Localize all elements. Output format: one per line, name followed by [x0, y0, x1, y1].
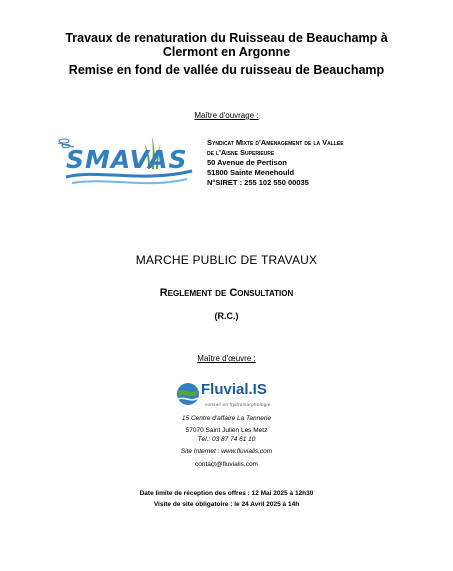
syndicat-address-1: 50 Avenue de Pertison — [207, 158, 287, 167]
syndicat-address-2: 51800 Sainte Menehould — [207, 168, 295, 177]
document-title-line-3: Remise en fond de vallée du ruisseau de Beauchamp — [68, 63, 385, 77]
oeuvre-email: contact@fluvialis.com — [195, 461, 258, 468]
rc-heading: (R.C.) — [214, 311, 239, 321]
fluvialis-logo — [175, 381, 285, 413]
reglement-heading: Reglement de Consultation — [159, 287, 294, 299]
document-title-line-1: Travaux de renaturation du Ruisseau de Beauchamp à — [65, 31, 388, 45]
maitre-ouvrage-label: Maître d'ouvrage : — [194, 111, 259, 120]
fluvialis-logo-subtitle: conseil en hydromorphologie — [205, 402, 271, 407]
oeuvre-tel: Tél.: 03 87 74 61 10 — [197, 436, 256, 443]
syndicat-name-line-2: de l'Aisne Superieure — [207, 148, 275, 157]
maitre-oeuvre-label: Maître d'œuvre : — [197, 354, 256, 363]
fluvialis-logo-text: Fluvial.IS — [201, 381, 267, 398]
smavas-logo — [52, 133, 202, 193]
oeuvre-address-2: 57070 Saint Julien Les Metz — [185, 427, 268, 434]
syndicat-name-line-1: Syndicat Mixte d'Amenagement de la Vallee — [207, 138, 344, 147]
globe-icon — [175, 381, 201, 407]
oeuvre-site: Site Internet : www.fluvialis.com — [180, 448, 273, 455]
document-title-line-2: Clermont en Argonne — [162, 45, 291, 59]
maitre-ouvrage-details — [207, 138, 407, 188]
syndicat-siret: N°SIRET : 255 102 550 00035 — [207, 178, 309, 187]
oeuvre-address-1: 15 Centre d'affaire La Tannerie — [181, 415, 272, 422]
date-visite-site: Visite de site obligatoire : le 24 Avril 2025 à 14h — [153, 501, 300, 508]
smavas-logo-text: SMAVAS — [66, 145, 188, 174]
marche-heading: MARCHE PUBLIC DE TRAVAUX — [135, 253, 318, 267]
date-reception-offres: Date limite de réception des offres : 12 Mai 2025 à 12h30 — [139, 490, 314, 497]
